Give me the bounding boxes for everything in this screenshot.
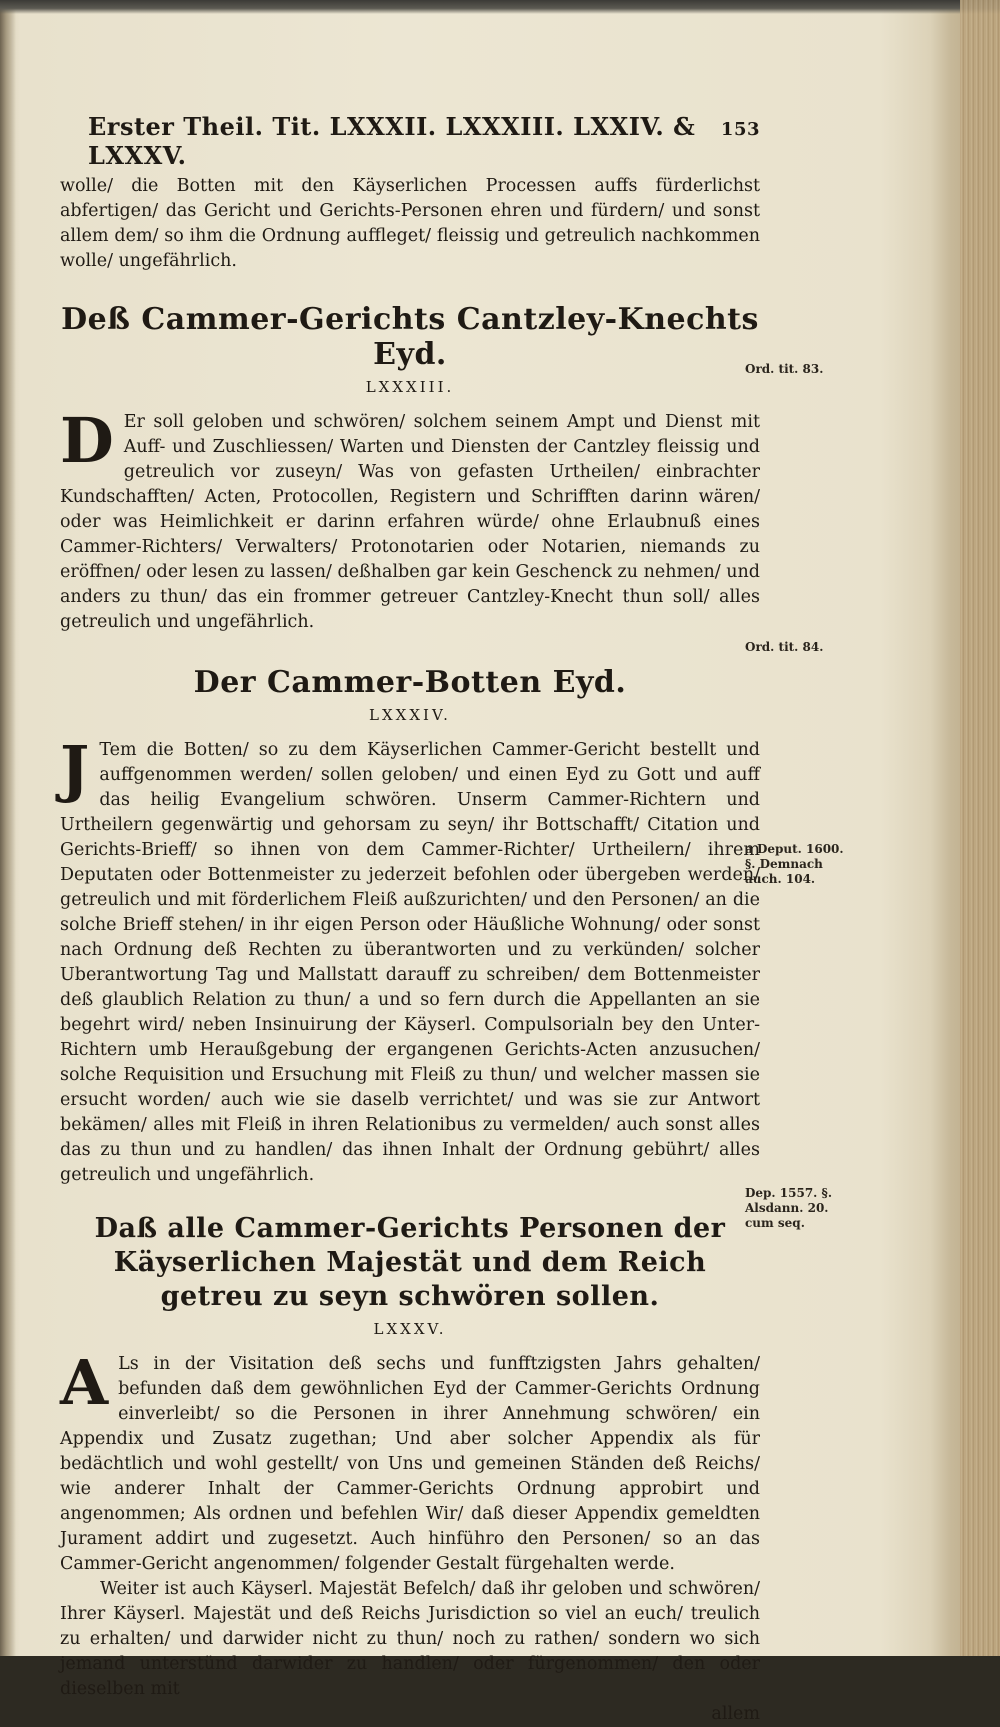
section-numeral-85: LXXXV. bbox=[373, 1320, 447, 1338]
section-heading-83: Deß Cammer-Gerichts Cantzley-Knechts Eyd. bbox=[61, 302, 759, 372]
section-body-84 bbox=[60, 732, 760, 1188]
margin-note-85: Dep. 1557. §. Alsdann. 20. cum seq. bbox=[745, 1186, 832, 1230]
gutter-shadow bbox=[0, 0, 16, 1656]
margin-note-84: Ord. tit. 84. bbox=[745, 640, 824, 654]
continuation-text: wolle/ die Botten mit den Käyserlichen Processen auffs fürderlichst abfertigen/ das Gericht und Gerichts-Personen ehren und fürdern/ und sonst allem dem/ so ihm die Ordnung auffleget/ fleissig und getreulich nachkommen wolle/ ungefährlich. bbox=[60, 176, 760, 271]
page-number: 153 bbox=[720, 119, 760, 140]
section-body-85-continued: Weiter ist auch Käyserl. Majestät Befelch/ daß ihr geloben und schwören/ Ihrer Käyserl. Majestät und deß Reichs Jurisdiction so viel an euch/ treulich zu erhalten/ und darwider nicht zu thun/ noch zu rathen/ sondern wo sich jemand unterstünd darwider zu handlen/ oder fürgenommen/ den oder dieselben mit bbox=[60, 1579, 760, 1699]
section-text-84: Tem die Botten/ so zu dem Käyserlichen Cammer-Gericht bestellt und auffgenommen werden/ sollen geloben/ und einen Eyd zu Gott und auff das heilig Evangelium schwören. Unserm Cammer-Richtern und Urtheilern gegenwärtig und gehorsam zu seyn/ ihr Bottschafft/ Citation und Gerichts-Brieff/ so ihnen von dem Cammer-Richter/ Urtheilern/ ihrem Deputaten oder Bottenmeister zu jederzeit befohlen oder übergeben werden/ getreulich und mit förderlichem Fleiß außzurichten/ und den Personen/ an die solche Brieff stehen/ in ihr eigen Person oder Häußliche Wohnung/ oder sonst nach Ordnung deß Rechten zu überantworten und zu verkünden/ solcher Uberantwortung Tag und Mallstatt darauff zu schreiben/ dem Bottenmeister deß glaublich Relation zu thun/ a und so fern durch die Appellanten an sie begehrt wird/ neben Insinuirung der Käyserl. Compulsorialn bey den Unter-Richtern umb Heraußgebung der ergangenen Gerichts-Acten anzusuchen/ solche Requisition und Ersuchung mit Fleiß zu thun/ und welcher massen sie ersucht worden/ auch wie sie daselb verrichtet/ und was sie zur Antwort bekämen/ alles mit Fleiß in ihren Relationibus zu vermelden/ auch sonst alles das zu thun und zu handlen/ das ihnen Inhalt der Ordnung gebührt/ alles getreulich und ungefährlich. bbox=[60, 740, 760, 1185]
section-heading-85: Daß alle Cammer-Gerichts Personen der Käyserlichen Majestät und dem Reich getreu zu seyn schwören sollen. bbox=[94, 1213, 726, 1312]
running-head bbox=[88, 112, 760, 170]
margin-note-84-deput: a Deput. 1600. §. Demnach auch. 104. bbox=[745, 842, 844, 886]
section-text-85: Ls in der Visitation deß sechs und funfftzigsten Jahrs gehalten/ befunden daß dem gewöhnlichen Eyd der Cammer-Gerichts Ordnung einverleibt/ so die Personen in ihrer Annehmung schwören/ ein Appendix und Zusatz zugethan; Und aber solcher Appendix als für bedächtlich und wohl gestellt/ von Uns und gemeinen Ständen deß Reichs/ wie anderer Inhalt der Cammer-Gerichts Ordnung approbirt und angenommen; Als ordnen und befehlen Wir/ daß dieser Appendix gemeldten Jurament addirt und zugesetzt. Auch hinführo den Personen/ so an das Cammer-Gericht angenommen/ folgender Gestalt fürgehalten werde. bbox=[60, 1354, 760, 1574]
section-numeral-84: LXXXIV. bbox=[369, 706, 451, 724]
margin-note-83: Ord. tit. 83. bbox=[745, 362, 824, 376]
section-heading-84: Der Cammer-Botten Eyd. bbox=[193, 665, 627, 700]
catchword: allem bbox=[711, 1704, 760, 1724]
dropcap-85: A bbox=[60, 1346, 109, 1419]
section-body-83 bbox=[60, 404, 760, 635]
fore-edge bbox=[960, 0, 1000, 1656]
page-content bbox=[60, 112, 760, 1727]
section-numeral-83: LXXXIII. bbox=[365, 378, 455, 396]
running-head-title: Erster Theil. Tit. LXXXII. LXXXIII. LXXIV. & LXXXV. bbox=[88, 112, 696, 170]
section-body-85 bbox=[60, 1346, 760, 1577]
section-text-83: Er soll geloben und schwören/ solchem seinem Ampt und Dienst mit Auff- und Zuschliessen/ Warten und Diensten der Cantzley fleissig und getreulich vor zuseyn/ Was von gefasten Urtheilen/ einbrachter Kundschafften/ Acten, Protocollen, Registern und Schrifften darinn wären/ oder was Heimlichkeit er darinn erfahren würde/ ohne Erlaubnuß eines Cammer-Richters/ Verwalters/ Protonotarien oder Notarien, niemands zu eröffnen/ oder lesen zu lassen/ deßhalben gar kein Geschenck zu nehmen/ und anders zu thun/ das ein frommer getreuer Cantzley-Knecht thun soll/ alles getreulich und ungefährlich. bbox=[60, 412, 760, 632]
top-edge bbox=[0, 0, 1000, 14]
dropcap-83: D bbox=[60, 404, 114, 477]
dropcap-84: J bbox=[60, 732, 90, 805]
